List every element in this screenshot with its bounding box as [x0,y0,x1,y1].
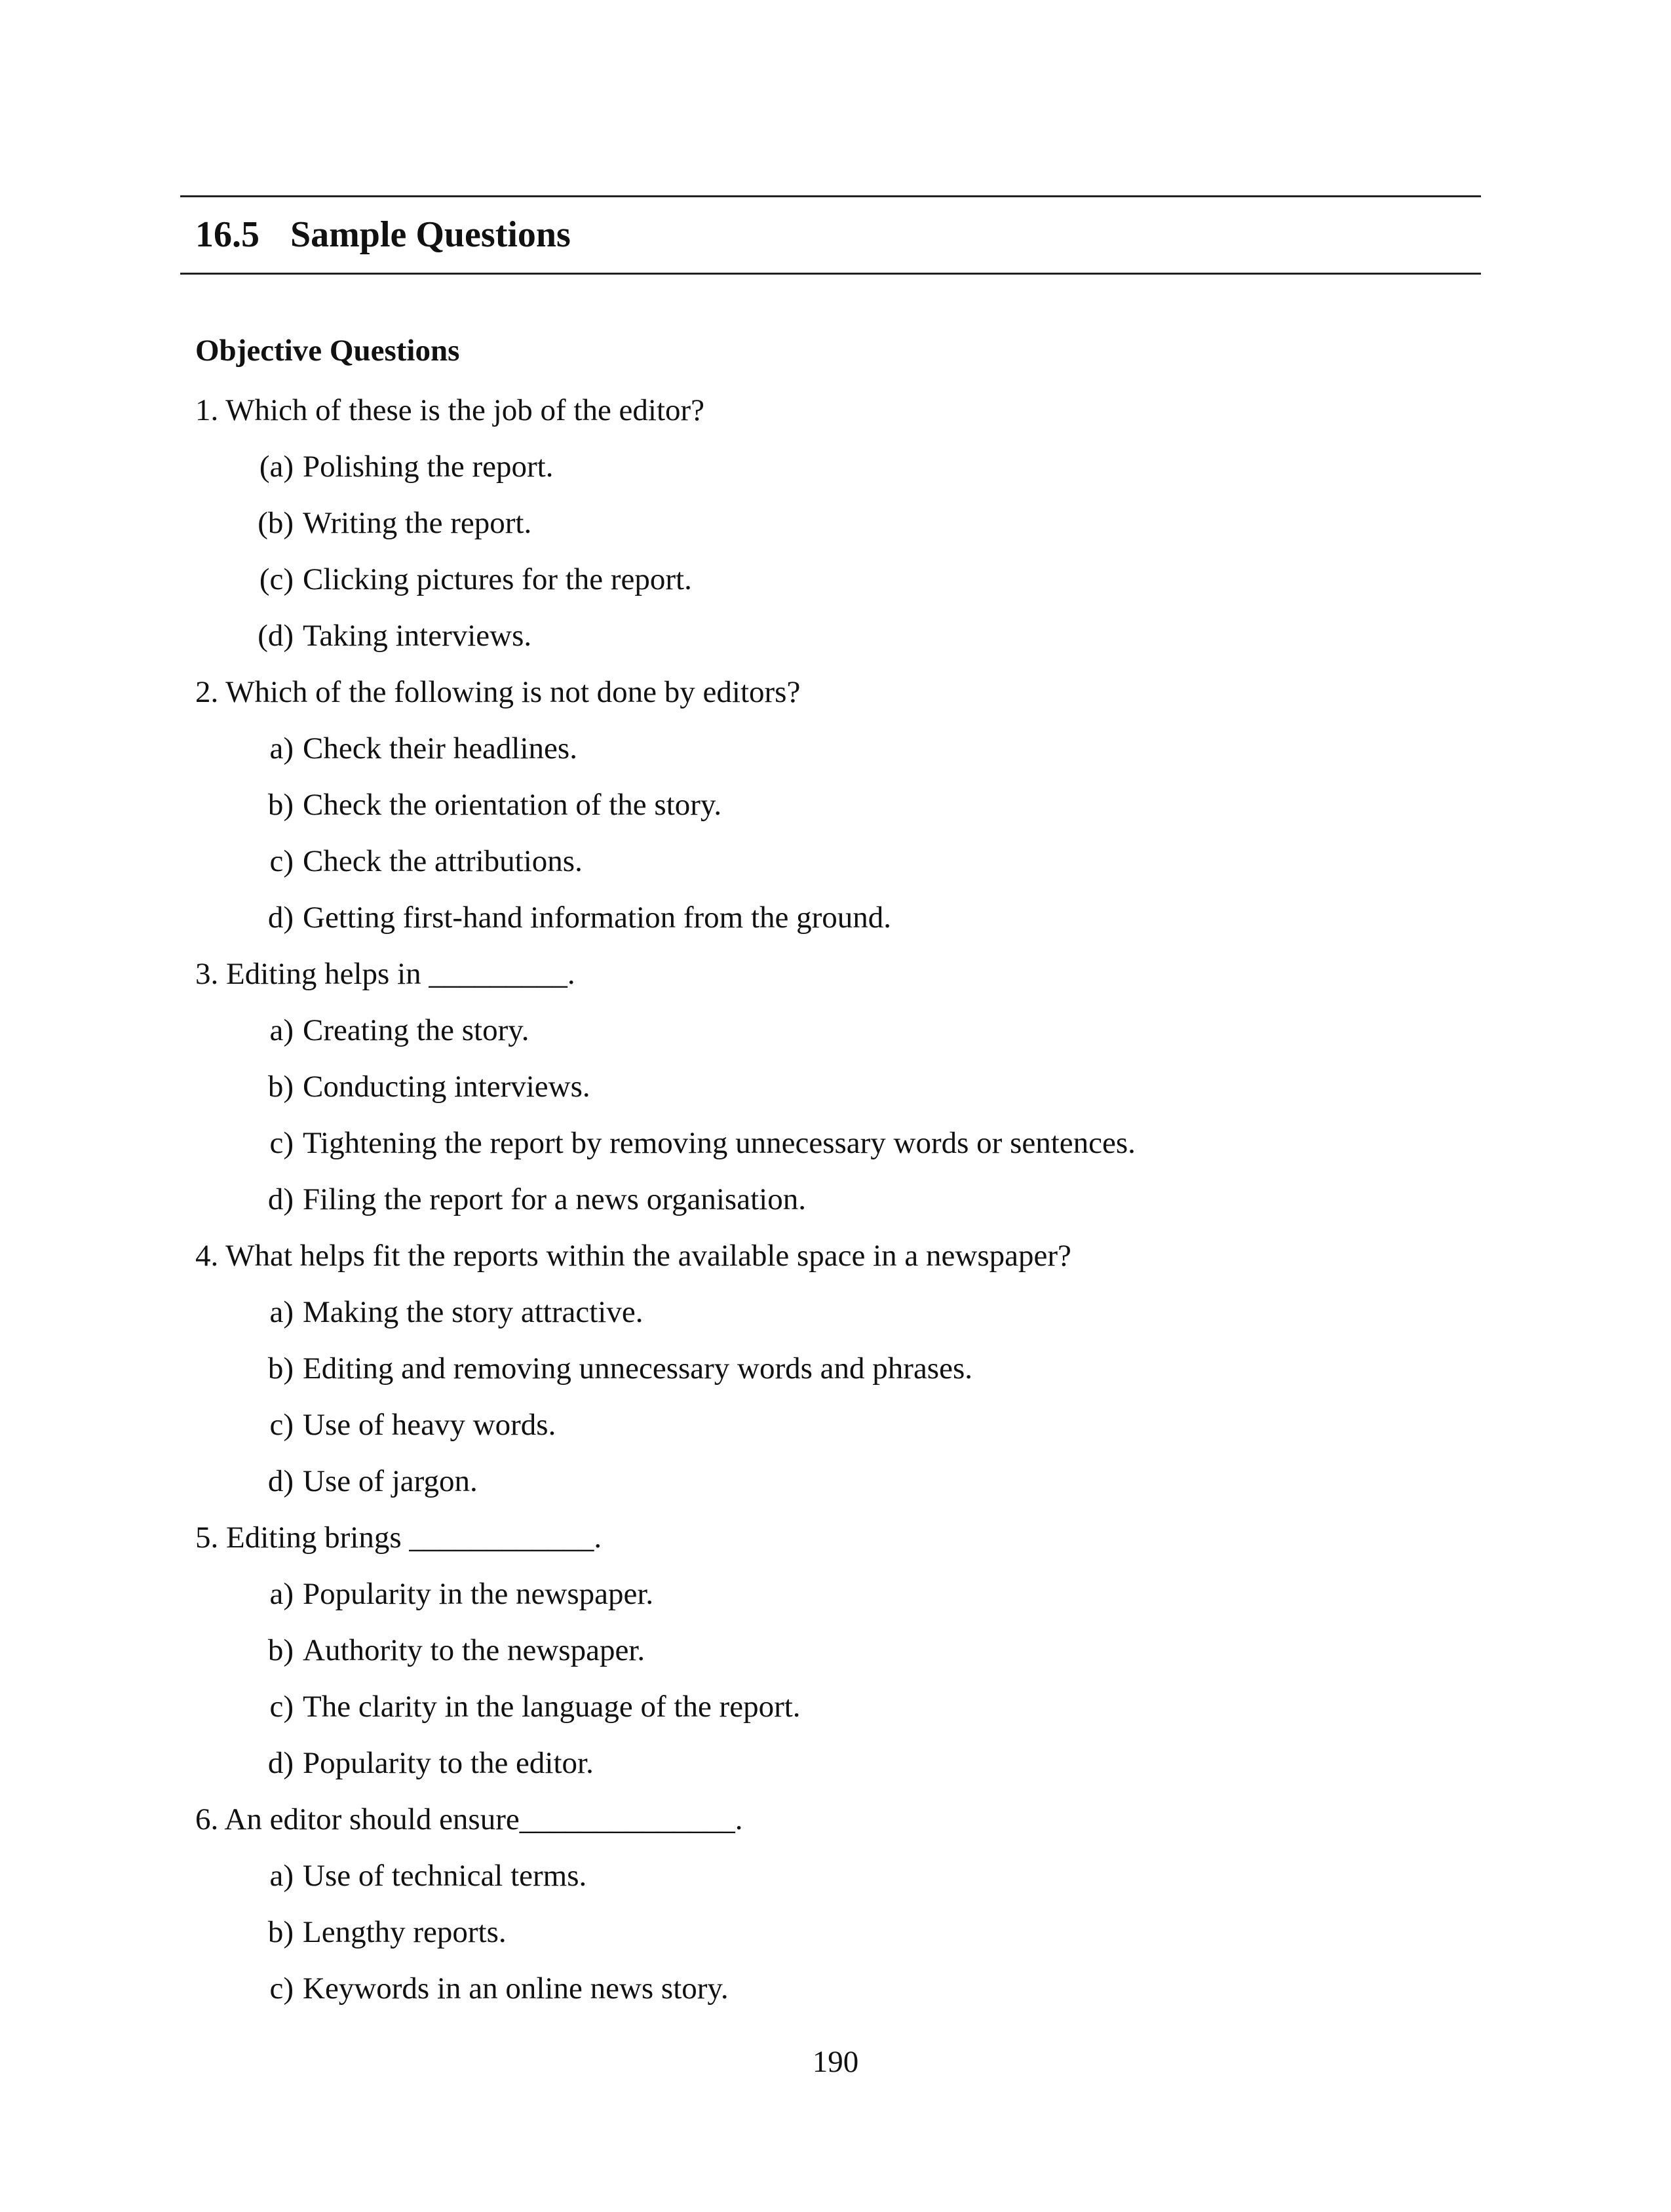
question-text: 3. Editing helps in _________. [195,957,575,991]
option-text: Getting first-hand information from the ground. [303,901,892,935]
option-text: Polishing the report. [303,450,554,484]
option-text: Tightening the report by removing unnecessary words or sentences. [303,1126,1136,1160]
option-item [195,1678,1480,1735]
option-item [195,495,1480,551]
option-item [195,1622,1480,1678]
option-item [195,833,1480,889]
option-list [195,720,1480,946]
option-label: c) [269,1971,294,2006]
option-text: Popularity in the newspaper. [303,1577,654,1611]
section-number: 16.5 [195,214,259,255]
option-text: Creating the story. [303,1013,529,1047]
option-list [195,1284,1480,1509]
option-text: The clarity in the language of the report. [303,1690,801,1724]
option-item [195,1566,1480,1622]
option-label: b) [267,1070,294,1104]
option-list [195,1566,1480,1791]
option-label: (a) [259,450,294,484]
subheading-objective-questions: Objective Questions [195,334,460,368]
section-title [195,208,571,261]
question-5 [195,1509,1480,1791]
option-text: Taking interviews. [303,619,532,653]
option-text: Lengthy reports. [303,1915,507,1949]
option-item [195,608,1480,664]
option-label: c) [269,1690,294,1724]
question-2 [195,664,1480,946]
option-list [195,1002,1480,1228]
option-label: (c) [259,562,294,596]
option-label: a) [269,1013,294,1047]
question-3 [195,946,1480,1228]
option-item [195,1735,1480,1791]
option-text: Writing the report. [303,506,532,540]
option-label: d) [267,901,294,935]
option-label: d) [267,1746,294,1780]
question-6 [195,1791,1480,2017]
option-text: Use of heavy words. [303,1408,556,1442]
option-item [195,438,1480,495]
option-item [195,1002,1480,1058]
question-text: 2. Which of the following is not done by editors? [195,675,801,709]
option-label: d) [267,1464,294,1498]
option-label: b) [267,1351,294,1386]
option-item [195,1904,1480,1960]
option-label: a) [269,1577,294,1611]
question-4 [195,1228,1480,1509]
option-item [195,1397,1480,1453]
option-label: c) [269,844,294,878]
option-text: Making the story attractive. [303,1295,643,1329]
option-item [195,1848,1480,1904]
option-item [195,720,1480,777]
option-text: Authority to the newspaper. [303,1633,645,1667]
option-text: Use of jargon. [303,1464,478,1498]
option-text: Check the orientation of the story. [303,788,722,822]
question-text: 6. An editor should ensure______________. [195,1802,743,1836]
option-text: Keywords in an online news story. [303,1971,729,2006]
option-text: Filing the report for a news organisation. [303,1182,806,1216]
option-item [195,1453,1480,1509]
option-label: b) [267,788,294,822]
option-label: a) [269,731,294,766]
question-1 [195,382,1480,664]
section-title-text: Sample Questions [290,214,571,255]
option-item [195,1960,1480,2017]
question-text: 5. Editing brings ____________. [195,1521,602,1555]
header-rule-top [180,195,1481,197]
option-item [195,1340,1480,1397]
option-label: b) [267,1633,294,1667]
option-label: a) [269,1295,294,1329]
option-item [195,1171,1480,1228]
option-text: Editing and removing unnecessary words and phrases. [303,1351,972,1386]
option-item [195,1058,1480,1115]
option-item [195,889,1480,946]
option-list [195,1848,1480,2017]
option-item [195,551,1480,608]
option-text: Check their headlines. [303,731,577,766]
question-text: 4. What helps fit the reports within the available space in a newspaper? [195,1239,1071,1273]
option-text: Check the attributions. [303,844,583,878]
option-text: Conducting interviews. [303,1070,590,1104]
option-item [195,1284,1480,1340]
option-list [195,438,1480,664]
option-text: Clicking pictures for the report. [303,562,692,596]
option-label: c) [269,1126,294,1160]
header-rule-bottom [180,273,1481,275]
option-label: d) [267,1182,294,1216]
option-text: Use of technical terms. [303,1859,587,1893]
option-label: a) [269,1859,294,1893]
question-text: 1. Which of these is the job of the editor? [195,393,705,427]
question-list [195,382,1480,2017]
option-item [195,1115,1480,1171]
option-label: c) [269,1408,294,1442]
option-text: Popularity to the editor. [303,1746,594,1780]
option-label: (b) [258,506,294,540]
option-label: (d) [258,619,294,653]
page-number: 190 [812,2045,859,2079]
option-label: b) [267,1915,294,1949]
option-item [195,777,1480,833]
